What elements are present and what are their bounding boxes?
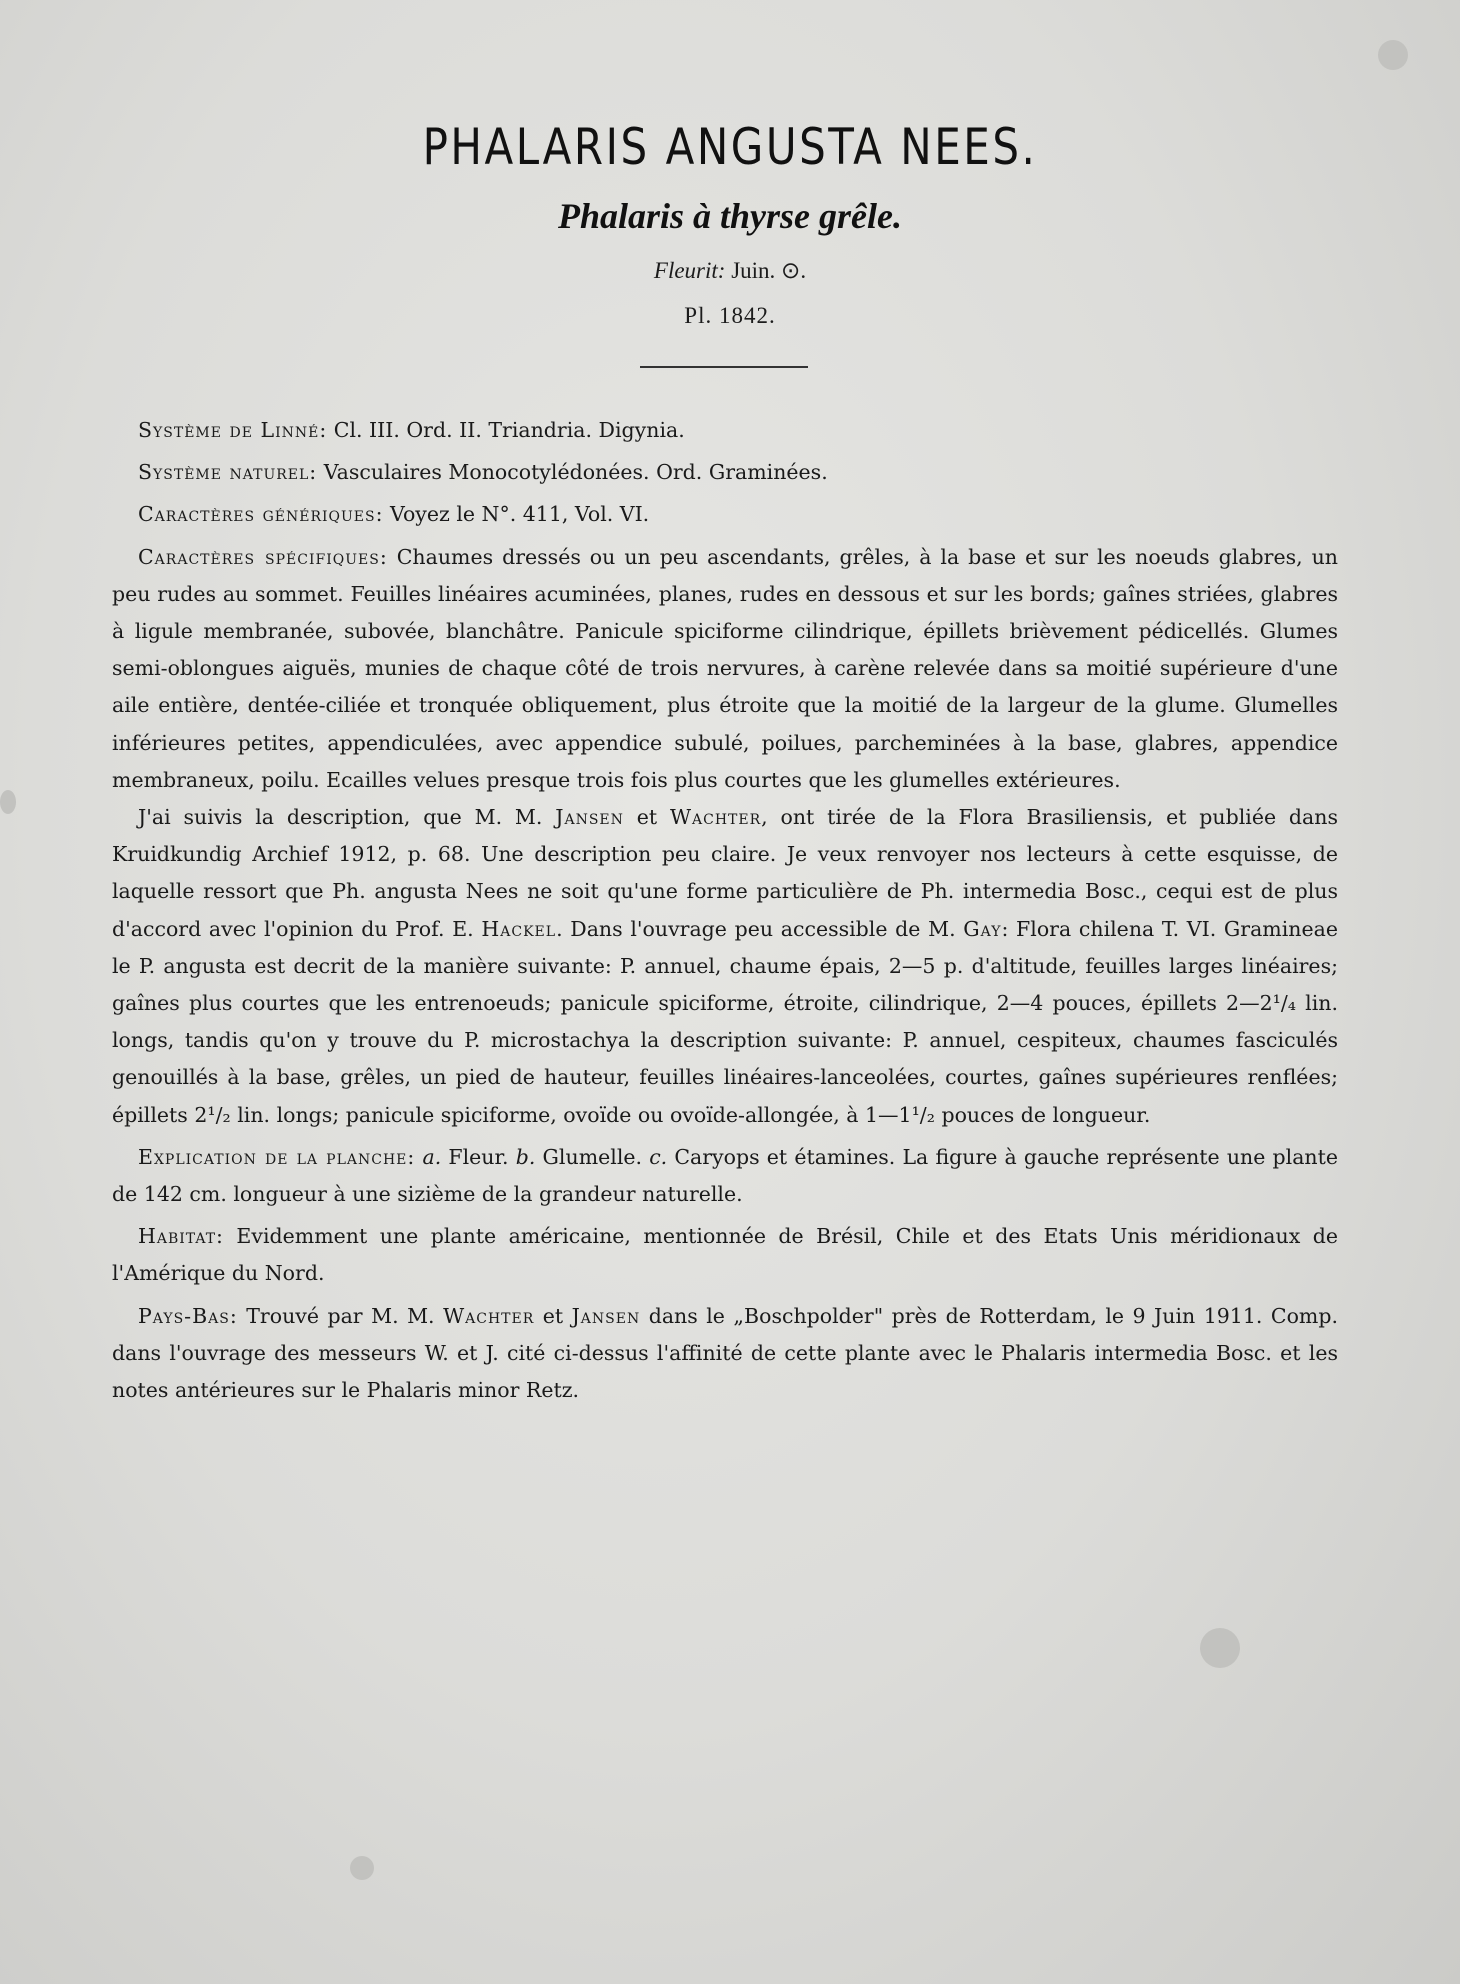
section-heading: Système de Linné: [138, 418, 328, 442]
author-name: Hackel [481, 916, 557, 941]
section-description [112, 799, 1338, 1134]
text-run: Fleur. [441, 1144, 516, 1169]
figure-letter: c. [649, 1144, 668, 1169]
title-divider [640, 366, 808, 368]
section-heading: Habitat: [138, 1224, 224, 1249]
section-text: Chaumes dressés ou un peu ascendants, grêles, à la base et sur les noeuds glabres, un peu rudes au sommet. Feuilles linéaires acuminées, planes, rudes en dessous et sur les bords; gaînes striées, glabres à ligule membranée, subovée, blanchâtre. Panicule spiciforme cilindrique, épillets brièvement pédicellés. Glumes semi-oblongues aiguës, munies de chaque côté de trois nervures, à carène relevée dans sa moitié supérieure d'une aile entière, dentée-ciliée et tronquée obliquement, plus étroite que la moitié de la largeur de la glume. Glumelles inférieures petites, appendiculées, avec appendice subulé, poilues, parcheminées à la base, glabres, appendice membraneux, poilu. Ecailles velues presque trois fois plus courtes que les glumelles extérieures. [112, 544, 1338, 792]
paper-spot [1378, 40, 1408, 70]
text-run: , ont tirée de la Flora Brasiliensis, et publiée dans Kruidkundig Archief 1912, p. 68. Une description peu claire. Je veux renvoyer nos lecteurs à cette esquisse, de laquelle ressort que Ph. angusta Nees ne soit qu'une forme particulière de Ph. intermedia Bosc., cequi est de plus d'accord avec l'opinion du Prof. E. [112, 805, 1338, 941]
section-heading: Système naturel: [138, 460, 318, 485]
section-heading: Explication de la planche: [138, 1144, 416, 1169]
author-name: Jansen [571, 1303, 641, 1328]
flowering-value: Juin. ⊙. [731, 258, 807, 283]
author-name: Wachter [669, 805, 762, 830]
section-explication [112, 1139, 1338, 1213]
figure-letter: a. [422, 1144, 442, 1169]
author-name: Jansen [555, 805, 624, 830]
text-run: et [534, 1303, 572, 1328]
section-linne [112, 412, 1338, 449]
text-run: Caryops et étamines. La figure à gauche représente une plante de 142 cm. longueur à une sizième de la grandeur naturelle. [112, 1144, 1339, 1207]
section-habitat [112, 1218, 1338, 1292]
section-text: Voyez le N°. 411, Vol. VI. [383, 502, 650, 527]
page-title: PHALARIS ANGUSTA NEES. [422, 118, 1038, 176]
text-run: . Dans l'ouvrage peu accessible de M. [556, 916, 964, 941]
text-run: : Flora chilena T. VI. Gramineae le P. angusta est decrit de la manière suivante: P. annuel, chaume épais, 2—5 p. d'altitude, feuilles larges linéaires; gaînes plus courtes que les entrenoeuds; panicule spiciforme, étroite, cilindrique, 2—4 pouces, épillets 2—2¹/₄ lin. longs, tandis qu'on y trouve du P. microstachya la description suivante: P. annuel, cespiteux, chaumes fasciculés genouillés à la base, grêles, un pied de hauteur, feuilles linéaires-lanceolées, courtes, gaînes supérieures renflées; épillets 2¹/₂ lin. longs; panicule spiciforme, ovoïde ou ovoïde-allongée, à 1—1¹/₂ pouces de longueur. [112, 916, 1338, 1127]
section-specifiques [112, 539, 1338, 799]
plate-number: Pl. 1842. [684, 303, 776, 328]
paper-spot [1200, 1628, 1240, 1668]
page-subtitle: Phalaris à thyrse grêle. [557, 196, 902, 236]
section-generiques [112, 496, 1338, 533]
flowering-line [0, 258, 1460, 284]
text-run: dans le „Boschpolder" près de Rotterdam, le 9 Juin 1911. Comp. dans l'ouvrage des messeurs W. et J. cité ci-dessus l'affinité de cette plante avec le Phalaris intermedia Bosc. et les notes antérieures sur le Phalaris minor Retz. [112, 1303, 1338, 1403]
section-paysbas [112, 1298, 1338, 1410]
paper-spot [0, 790, 16, 814]
section-text: Vasculaires Monocotylédonées. Ord. Graminées. [317, 460, 828, 485]
section-heading: Pays-Bas: [138, 1303, 238, 1328]
figure-letter: b. [515, 1144, 536, 1169]
text-run: et [623, 805, 670, 830]
section-heading: Caractères génériques: [138, 502, 384, 527]
body-text [112, 412, 1338, 1414]
flowering-label: Fleurit: [653, 258, 726, 283]
section-text: Cl. III. Ord. II. Triandria. Digynia. [327, 418, 685, 442]
section-heading: Caractères spécifiques: [138, 544, 388, 569]
section-text: Evidemment une plante américaine, mentionnée de Brésil, Chile et des Etats Unis méridionaux de l'Amérique du Nord. [112, 1224, 1338, 1286]
text-run: Trouvé par M. M. [237, 1303, 444, 1328]
author-name: Wachter [443, 1303, 535, 1328]
section-naturel [112, 454, 1338, 491]
text-run: Glumelle. [535, 1144, 650, 1169]
paper-spot [350, 1856, 374, 1880]
author-name: Gay [963, 916, 1002, 941]
text-run: J'ai suivis la description, que M. M. [138, 805, 556, 830]
